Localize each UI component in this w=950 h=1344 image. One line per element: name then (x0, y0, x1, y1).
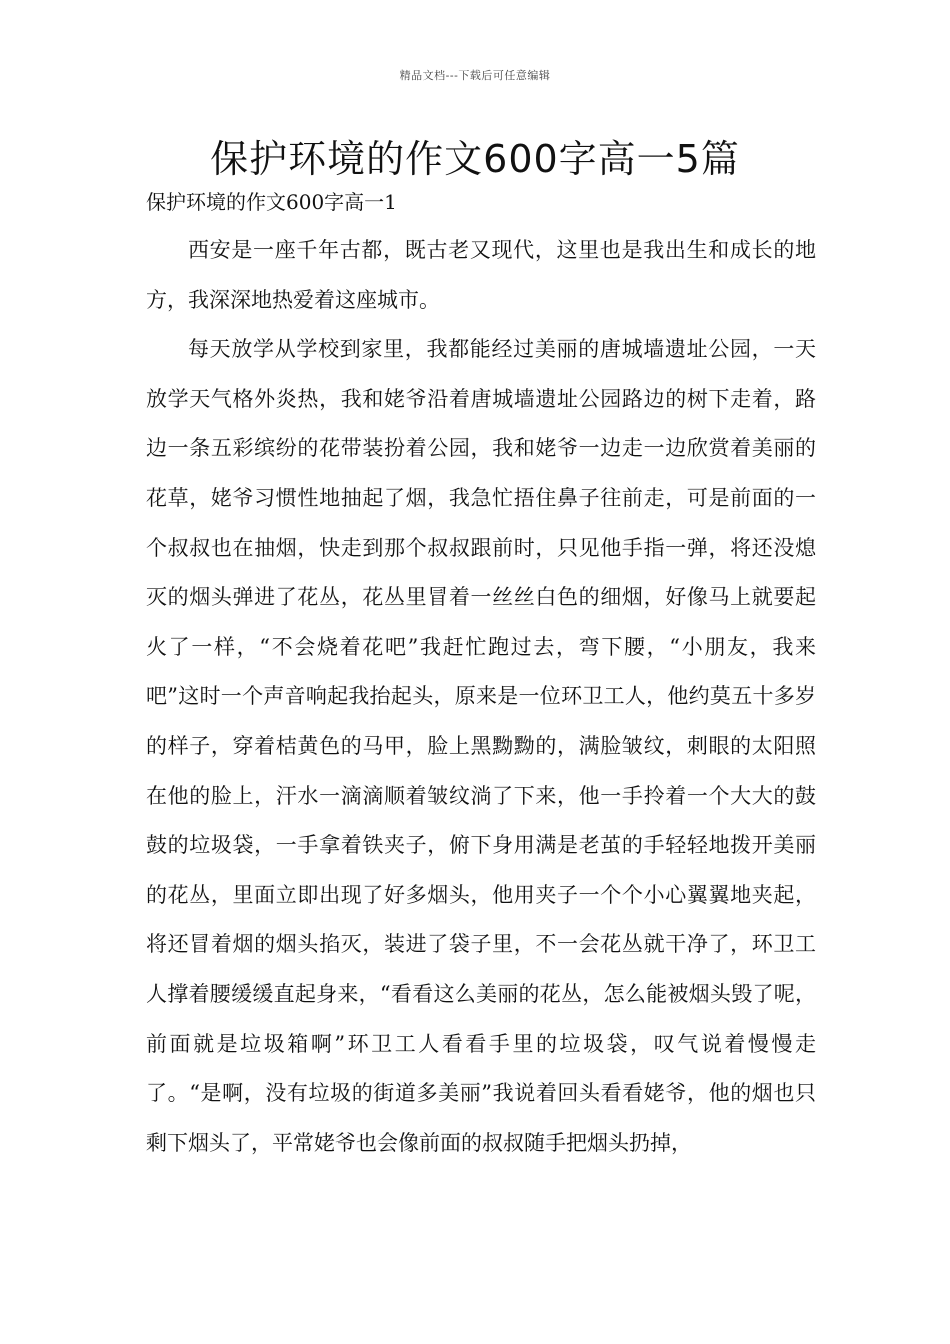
document-body (146, 226, 816, 1168)
header-note: 精品文档---下载后可任意编辑 (399, 69, 551, 82)
paragraph: 西安是一座千年古都，既古老又现代，这里也是我出生和成长的地方，我深深地热爱着这座城市。 (146, 238, 816, 312)
section-heading: 保护环境的作文600字高一1 (146, 190, 397, 214)
document-title: 保护环境的作文600字高一5篇 (210, 137, 740, 181)
paragraph: 每天放学从学校到家里，我都能经过美丽的唐城墙遗址公园，一天放学天气格外炎热，我和姥爷沿着唐城墙遗址公园路边的树下走着，路边一条五彩缤纷的花带装扮着公园，我和姥爷一边走一边欣赏着美丽的花草，姥爷习惯性地抽起了烟，我急忙捂住鼻子往前走，可是前面的一个叔叔也在抽烟，快走到那个叔叔跟前时，只见他手指一弹，将还没熄灭的烟头弹进了花丛，花丛里冒着一丝丝白色的细烟，好像马上就要起火了一样，“不会烧着花吧”我赶忙跑过去，弯下腰，“小朋友，我来吧”这时一个声音响起我抬起头，原来是一位环卫工人，他约莫五十多岁的样子，穿着桔黄色的马甲，脸上黑黝黝的，满脸皱纹，刺眼的太阳照在他的脸上，汗水一滴滴顺着皱纹淌了下来，他一手拎着一个大大的鼓鼓的垃圾袋，一手拿着铁夹子，俯下身用满是老茧的手轻轻地拨开美丽的花丛，里面立即出现了好多烟头，他用夹子一个个小心翼翼地夹起，将还冒着烟的烟头掐灭，装进了袋子里，不一会花丛就干净了，环卫工人撑着腰缓缓直起身来，“看看这么美丽的花丛，怎么能被烟头毁了呢，前面就是垃圾箱啊”环卫工人看看手里的垃圾袋，叹气说着慢慢走了。“是啊，没有垃圾的街道多美丽”我说着回头看看姥爷，他的烟也只剩下烟头了，平常姥爷也会像前面的叔叔随手把烟头扔掉， (146, 337, 816, 1155)
